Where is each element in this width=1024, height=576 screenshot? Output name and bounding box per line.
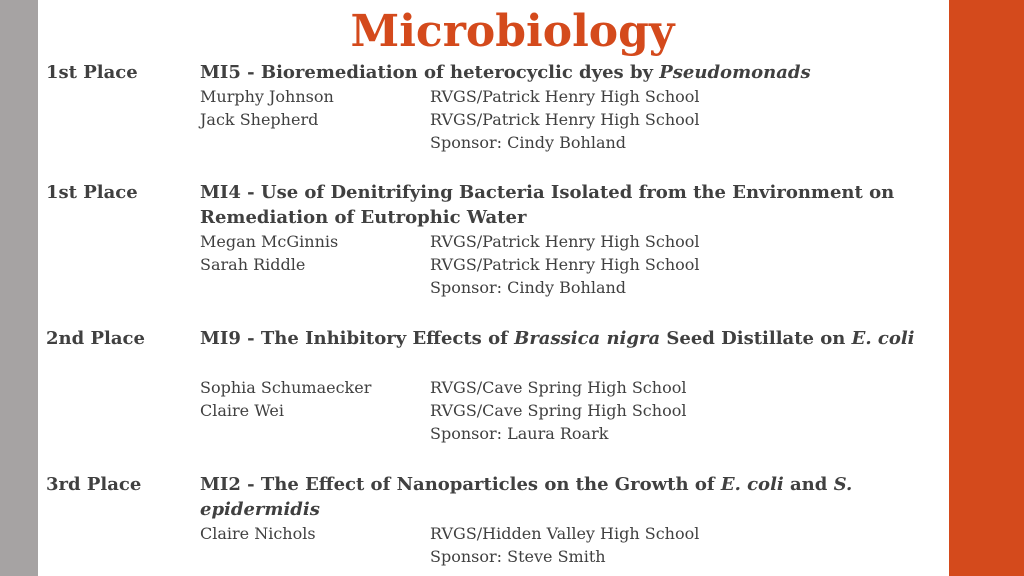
project-title-text: MI2 - The Effect of Nanoparticles on the Growth of: [200, 474, 721, 495]
sponsor-text: Sponsor: Cindy Bohland: [430, 133, 627, 152]
place-label: 2nd Place: [46, 328, 145, 349]
student-name: Claire Wei: [200, 401, 284, 420]
project-title-text: MI5 - Bioremediation of heterocyclic dyes by: [200, 62, 660, 83]
student-school: RVGS/Patrick Henry High School: [430, 110, 700, 129]
place-label: 1st Place: [46, 182, 138, 203]
project-title-italic-text: Pseudomonads: [659, 62, 811, 83]
student-name: Sophia Schumaecker: [200, 378, 372, 397]
right-accent-bar: [949, 0, 1024, 576]
sponsor-row: [0, 276, 949, 299]
sponsor-row: [0, 545, 949, 568]
project-title-text: and: [783, 474, 834, 495]
project-title-text: Seed Distillate on: [660, 328, 852, 349]
student-school: RVGS/Patrick Henry High School: [430, 87, 700, 106]
student-name: Claire Nichols: [200, 524, 316, 543]
project-title: [200, 326, 940, 351]
student-name: Jack Shepherd: [200, 110, 319, 129]
student-school: RVGS/Patrick Henry High School: [430, 232, 700, 251]
student-row: [0, 399, 949, 422]
project-title-text: MI9 - The Inhibitory Effects of: [200, 328, 515, 349]
sponsor-text: Sponsor: Steve Smith: [430, 547, 606, 566]
project-title-italic-text: E. coli: [720, 474, 784, 495]
sponsor-text: Sponsor: Laura Roark: [430, 424, 609, 443]
page-title: Microbiology: [350, 6, 675, 57]
sponsor-row: [0, 131, 949, 154]
place-label: 1st Place: [46, 62, 138, 83]
student-row: [0, 85, 949, 108]
project-title-italic-text: S. epidermidis: [200, 474, 853, 520]
student-name: Sarah Riddle: [200, 255, 306, 274]
student-school: RVGS/Patrick Henry High School: [430, 255, 700, 274]
student-school: RVGS/Cave Spring High School: [430, 378, 687, 397]
project-title: [200, 180, 940, 230]
project-title: [200, 60, 940, 85]
project-title-italic-text: E. coli: [851, 328, 915, 349]
student-row: [0, 522, 949, 545]
project-title-italic-text: Brassica nigra: [514, 328, 661, 349]
student-row: [0, 376, 949, 399]
student-row: [0, 230, 949, 253]
student-school: RVGS/Hidden Valley High School: [430, 524, 700, 543]
sponsor-row: [0, 422, 949, 445]
student-name: Megan McGinnis: [200, 232, 339, 251]
project-title-text: MI4 - Use of Denitrifying Bacteria Isolated from the Environment on Remediation of Eutrophic Water: [200, 182, 895, 228]
student-school: RVGS/Cave Spring High School: [430, 401, 687, 420]
sponsor-text: Sponsor: Cindy Bohland: [430, 278, 627, 297]
student-row: [0, 253, 949, 276]
place-label: 3rd Place: [46, 474, 142, 495]
student-row: [0, 108, 949, 131]
student-name: Murphy Johnson: [200, 87, 334, 106]
project-title: [200, 472, 940, 522]
